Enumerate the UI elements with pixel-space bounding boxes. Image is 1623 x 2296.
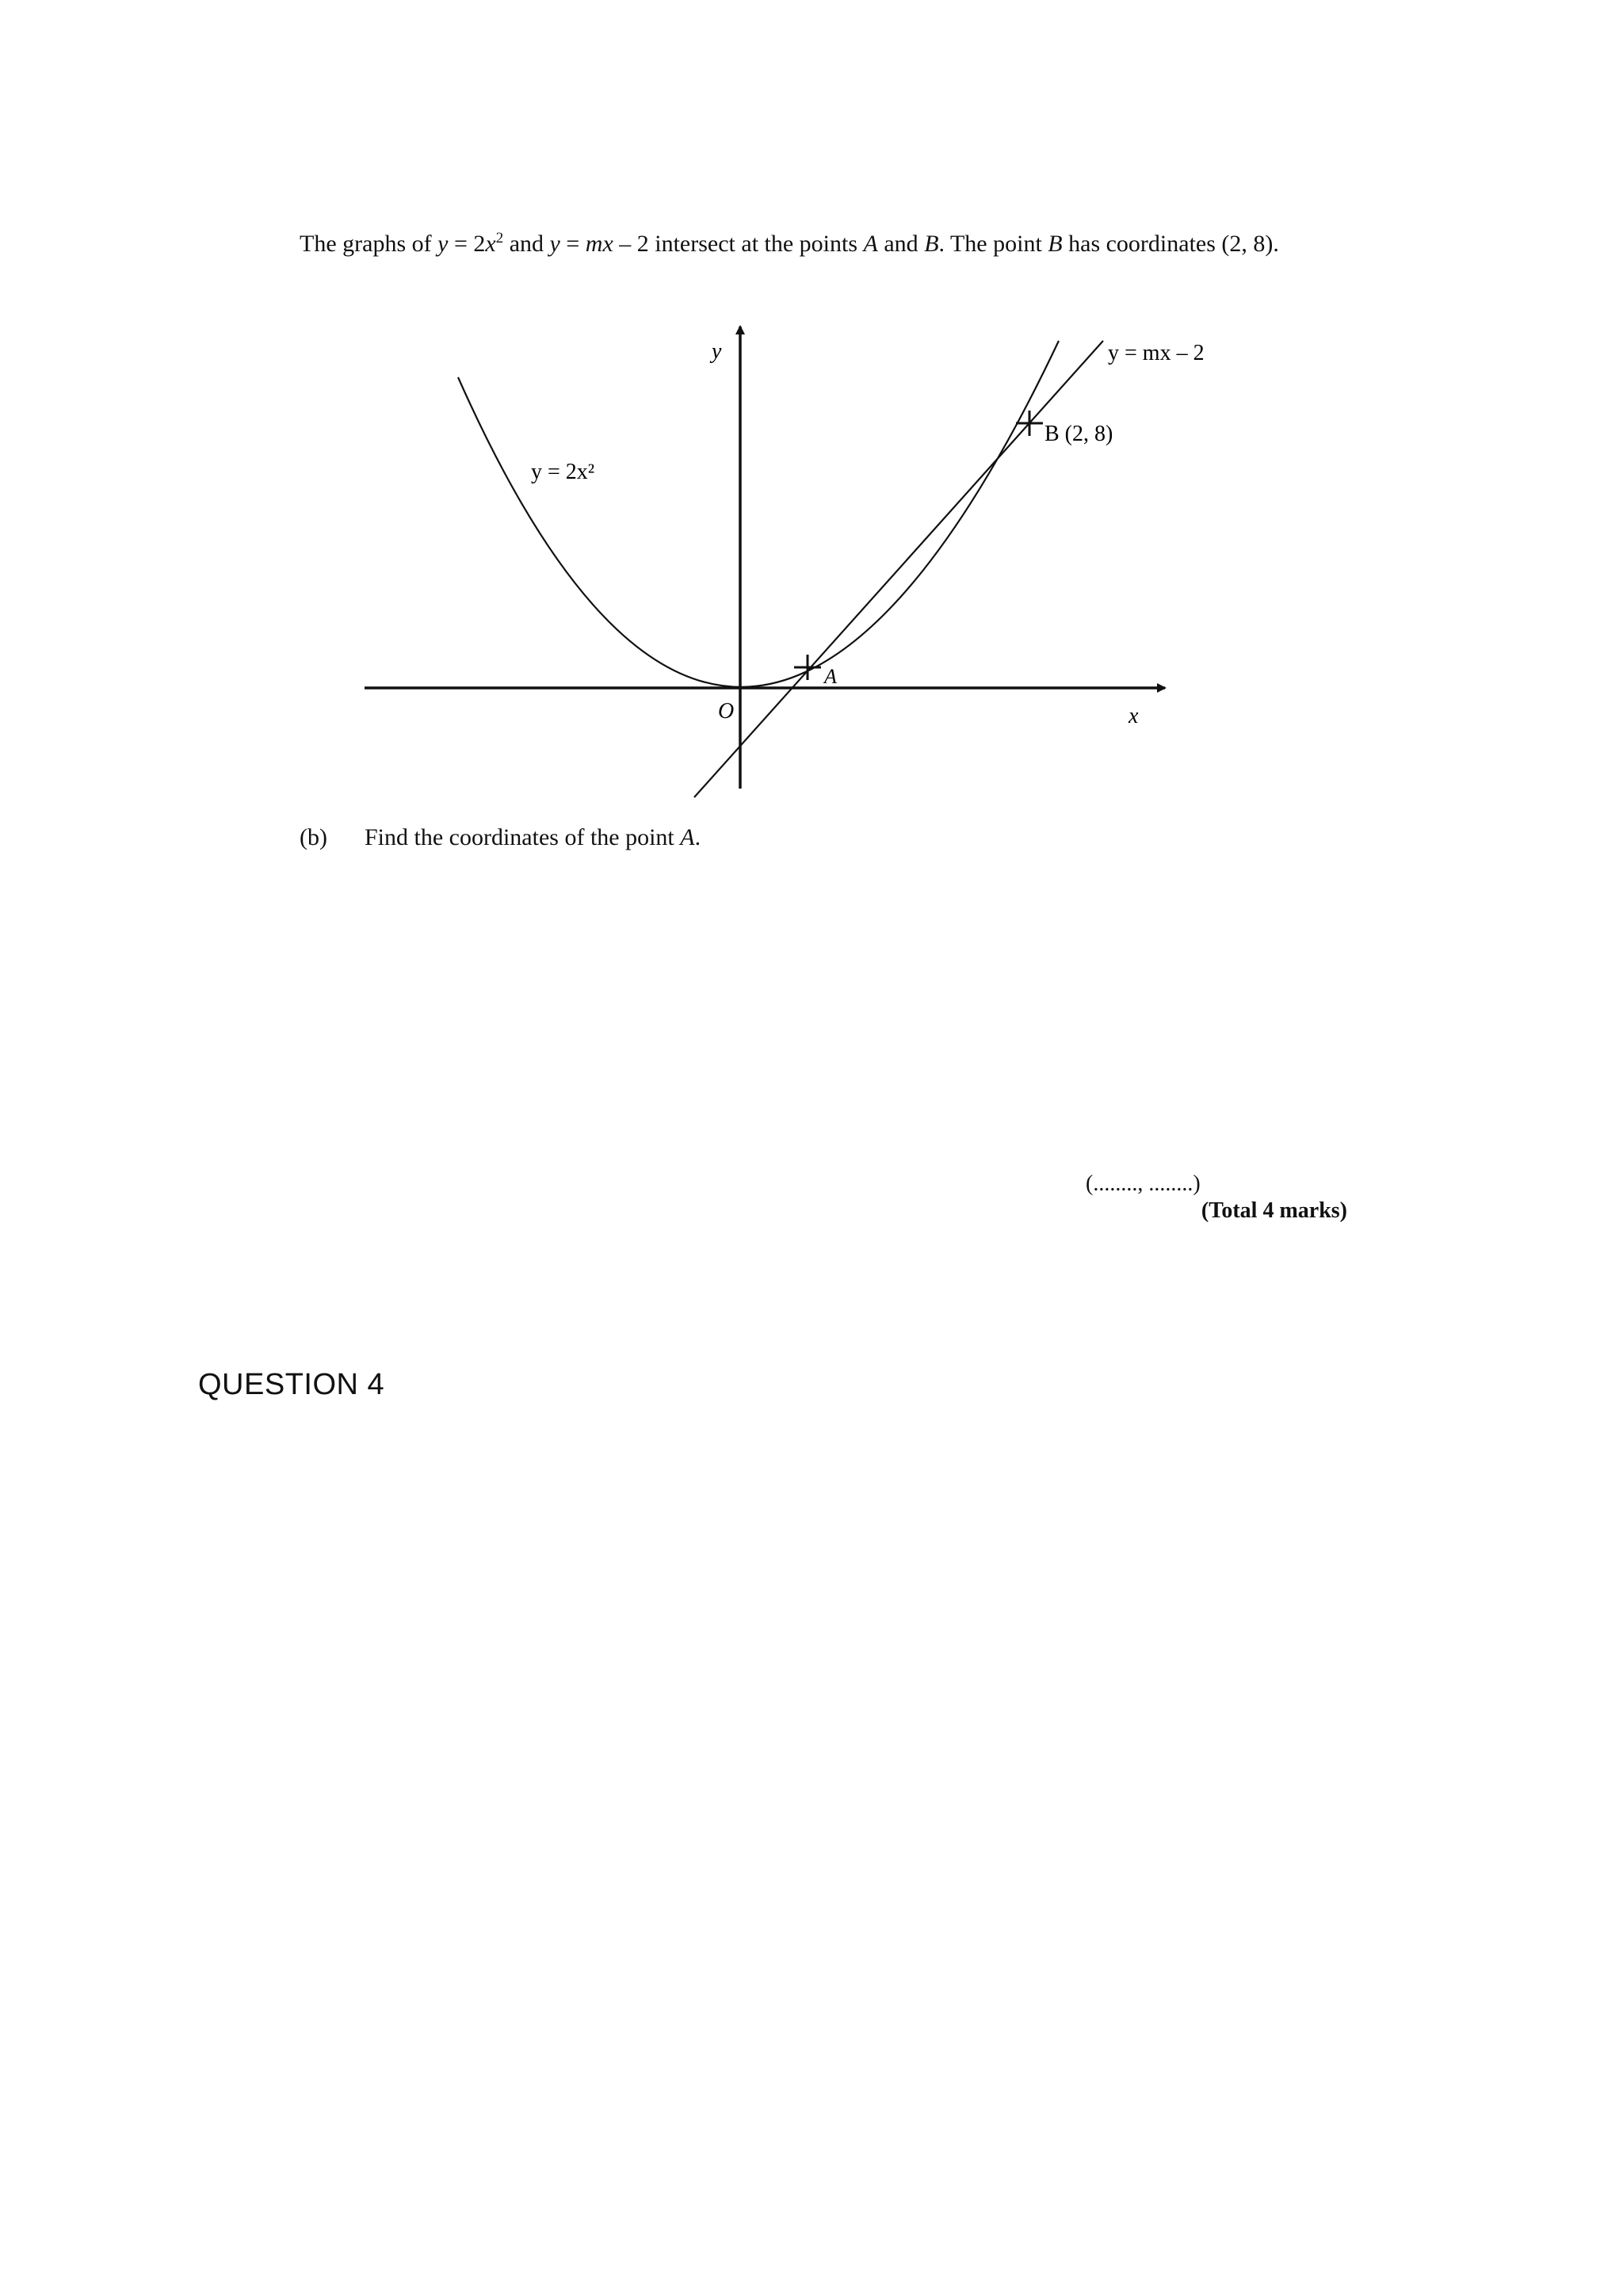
question-heading: QUESTION 4 [198,1368,385,1401]
y-axis-label: y [712,339,722,364]
point-a-marker [794,655,821,680]
line-label: y = mx – 2 [1108,341,1205,365]
total-marks: (Total 4 marks) [1201,1198,1347,1223]
part-b-label: (b) [300,824,327,850]
point-a-label: A [824,665,837,688]
x-axis-label: x [1128,704,1139,728]
parabola-curve [458,341,1059,687]
part-b-text: Find the coordinates of the point [365,824,681,850]
question-intro-text: The graphs of $y = 2x^2$ and y = mx – 2 intersect at the points A and B. The point B has coordinates (2, 8). [300,230,1279,257]
point-b-label: B (2, 8) [1044,422,1113,446]
parabola-label: y = 2x² [531,460,595,484]
answer-line: (........, ........) [1086,1171,1201,1196]
line-graph [694,341,1103,797]
graph-figure [0,0,1623,872]
part-b: (b) Find the coordinates of the point A. [300,824,701,850]
point-b-marker [1016,411,1043,436]
origin-label: O [718,699,735,724]
